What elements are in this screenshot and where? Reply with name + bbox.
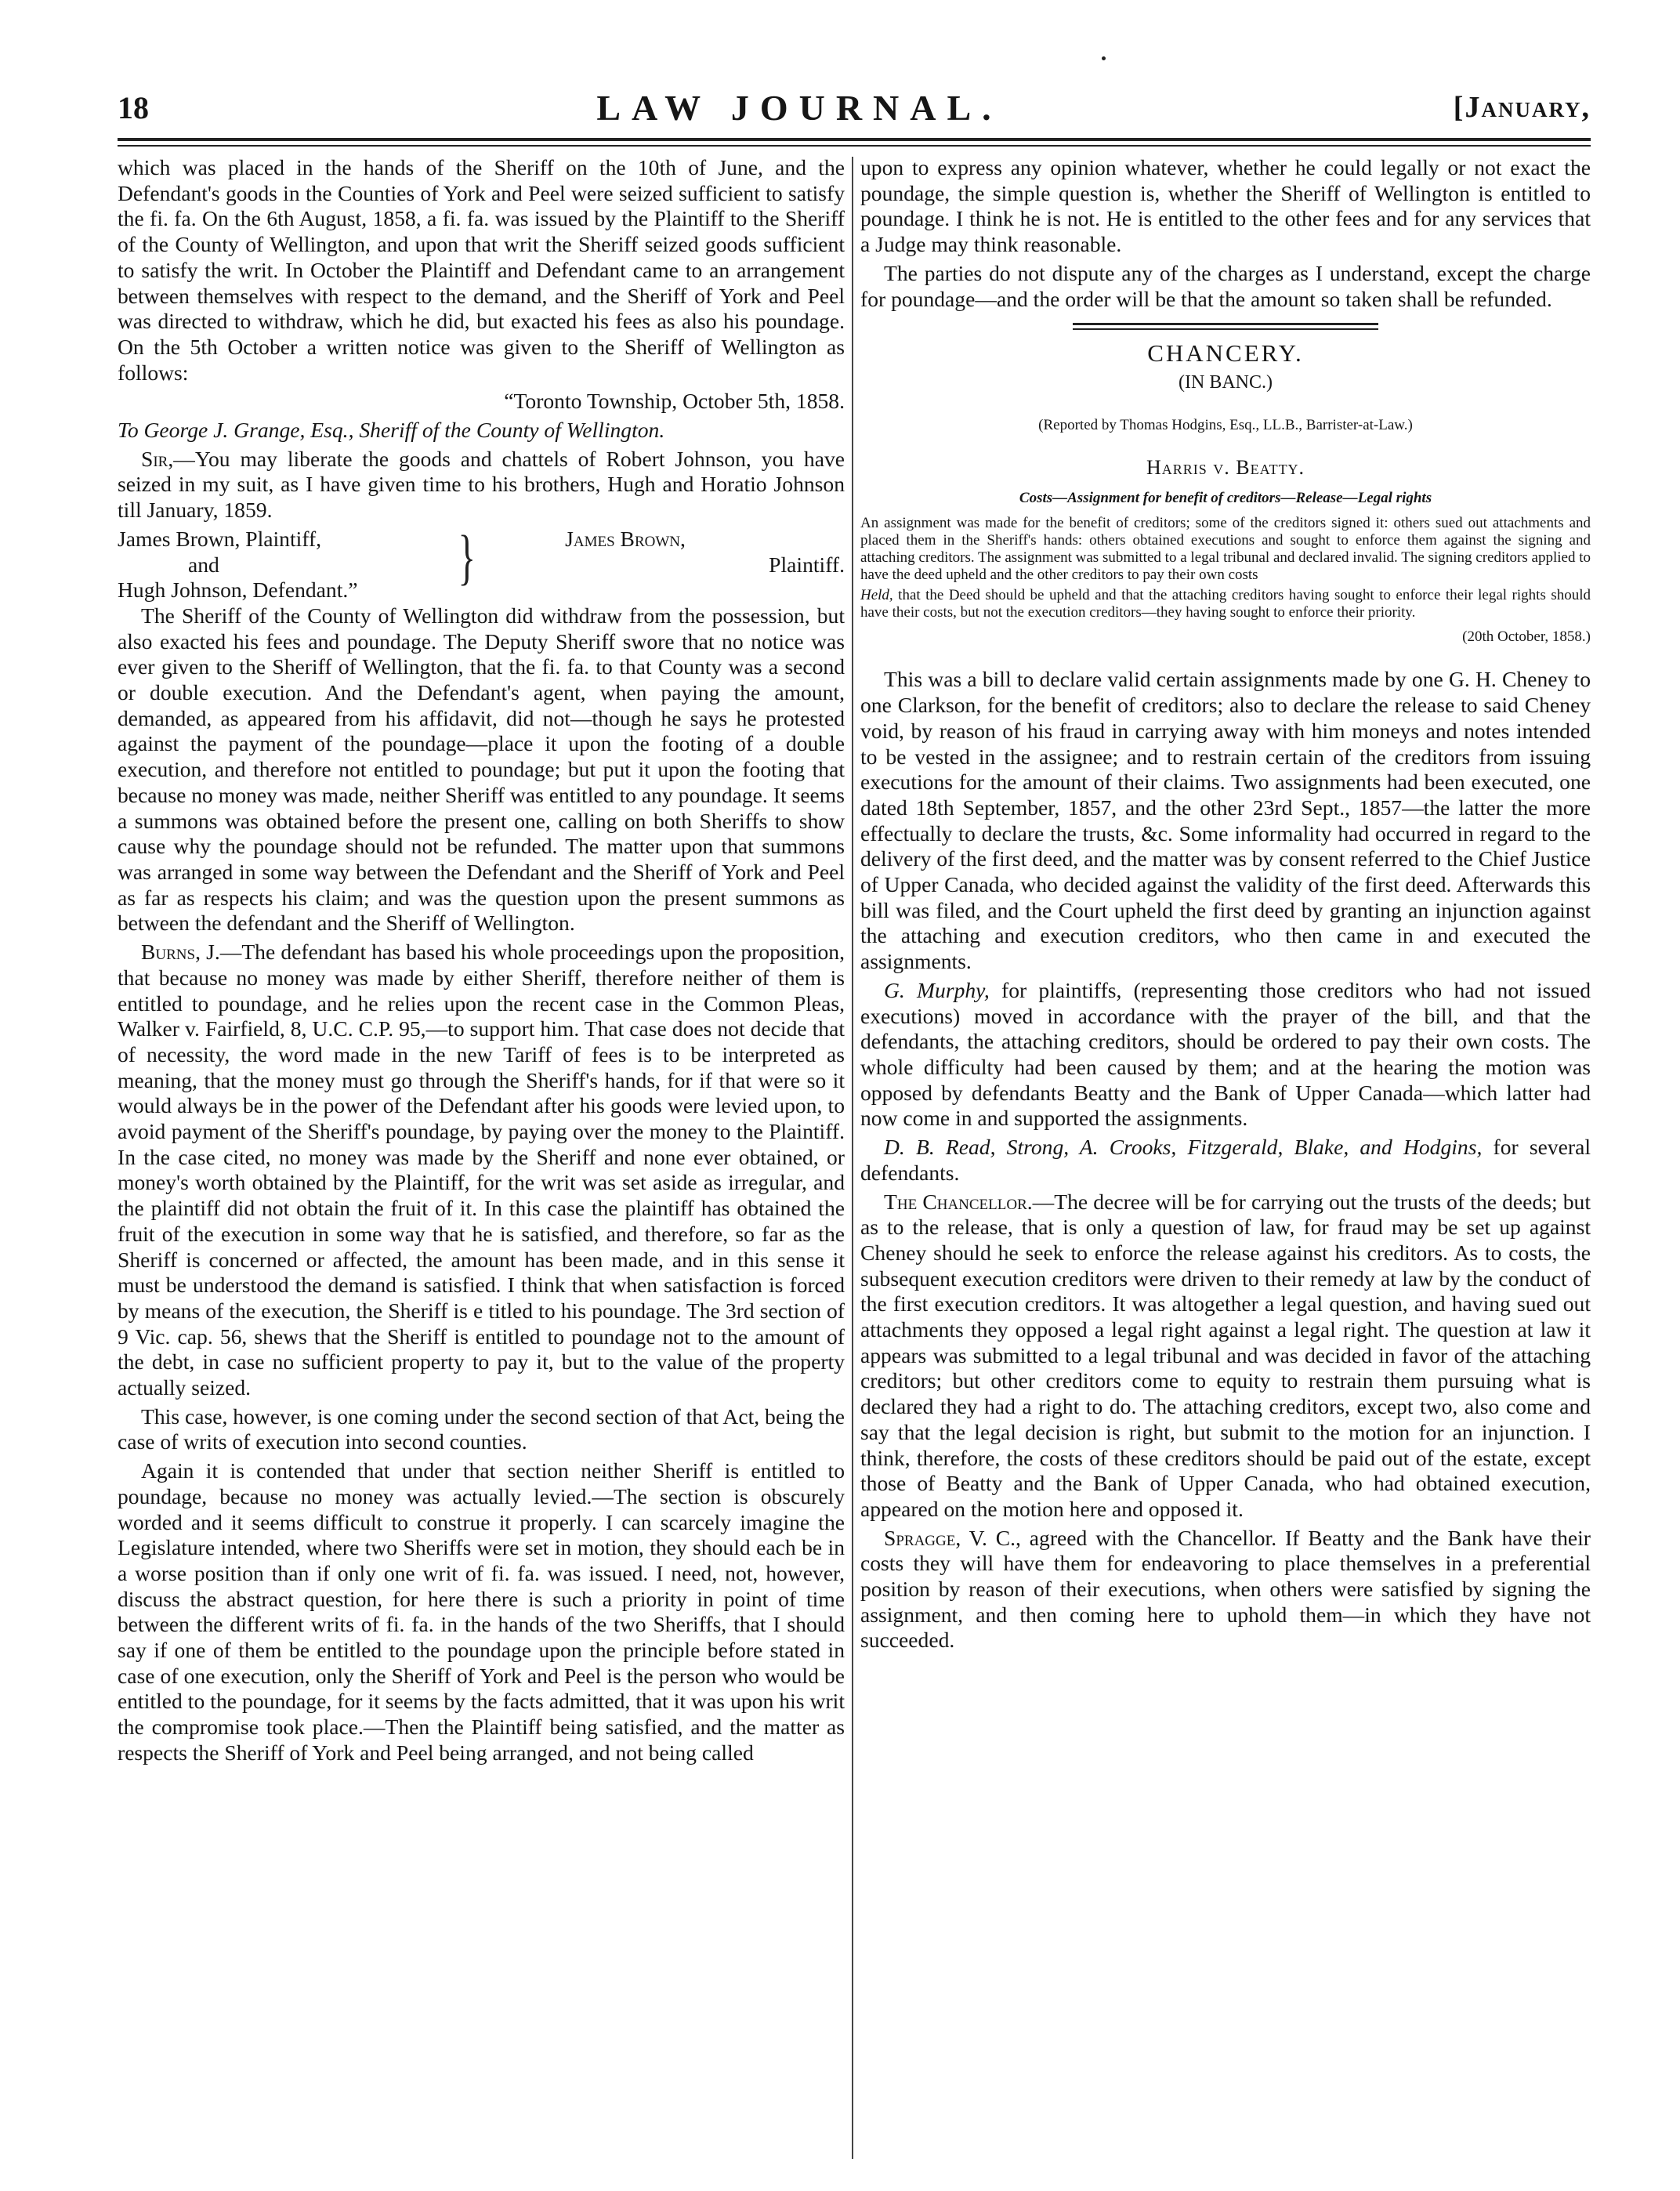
decision-date: (20th October, 1858.) (1462, 628, 1591, 645)
caption-and: and (188, 552, 219, 577)
caption-defendant: Hugh Johnson, Defendant.” (118, 578, 358, 603)
left-paragraph-2: The Sheriff of the County of Wellington did withdraw from the possession, but also exacted his fees and poundage. The Deputy Sheriff swore that no notice was ever given to the Sheriff of Wellington, that the fi. fa. to that County was a second or double execution. And the Defendant's agent, when paying the amount, demanded, as appeared from his affidavit, did not—though he says he protested against the payment of the poundage—place it upon the footing of a double execution, and therefore not entitled to poundage; but put it upon the footing that because no money was made, neither Sheriff was entitled to any poundage. It seems a summons was obtained before the present one, calling on both Sheriffs to show cause why the poundage should not be refunded. The matter upon that summons was arranged in some way between the Defendant and the Sheriff of York and Peel as far as respects his claim; and was the question upon the present summons as between the defendant and the Sheriff of Wellington. (118, 603, 845, 936)
case-caption (118, 522, 845, 603)
letter-body: —You may liberate the goods and chattels of Robert Johnson, you have seized in my suit, as I have given time to his brothers, Hugh and Horatio Johnson till January, 1859. (118, 446, 845, 523)
section-title: CHANCERY. (1147, 339, 1304, 368)
header-rule-thin (118, 145, 1591, 147)
caption-plaintiff: James Brown, Plaintiff, (118, 526, 322, 551)
left-paragraph-4: This case, however, is one coming under the second section of that Act, being the case of writs of execution into second counties. (118, 1403, 845, 1454)
right-paragraph-3: This was a bill to declare valid certain assignments made by one G. H. Cheney to one Clarkson, for the benefit of creditors; also to declare the release to said Cheney void, by reason of his fraud in carrying away with him moneys and notes intended to be vested in the assignee; and to restrain certain of the creditors from issuing executions for the amount of their claims. Two assignments had been executed, one dated 18th September, 1857, and the other 23rd Sept., 1857—the latter the more effectually to declare the trusts, &c. Some informality had occurred in regard to the delivery of the first deed, and the matter was by consent referred to the Chief Justice of Upper Canada, who decided against the validity of the first deed. Afterwards this bill was filed, and the Court upheld the first deed by granting an injunction against the attaching and execution creditors, who then came in and executed the assignments. (860, 667, 1591, 974)
right-paragraph-4-text: for plaintiffs, (representing those creditors who had not issued executions) moved in accordance with the prayer of the bill, and that the defendants, the attaching creditors, should be ordered to pay their own costs. The whole difficulty had been caused by them; and at the hearing the motion was opposed by defendants Beatty and the Bank of Upper Canada—which latter had now come in and supported the assignments. (860, 977, 1591, 1131)
letter-salutation: Sir, (141, 446, 174, 471)
header-rule-thick (118, 138, 1591, 141)
right-column (860, 155, 1591, 2165)
right-paragraph-4 (860, 978, 1591, 1132)
headnote-facts: An assignment was made for the benefit of creditors; some of the creditors signed it: others sued out attachments and placed them in the Sheriff's hands: others obtained executions and sought to enforce them against the signing and attaching creditors. The assignment was submitted to a legal tribunal and declared invalid. The signing creditors applied to have the deed upheld and the other creditors to pay their own costs (860, 514, 1591, 583)
counsel-plaintiffs: G. Murphy, (884, 977, 990, 1002)
right-paragraph-6 (860, 1190, 1591, 1523)
case-name: Harris v. Beatty. (1146, 456, 1305, 480)
letter-body-paragraph (118, 447, 845, 523)
right-paragraph-5-text: for several defendants. (860, 1135, 1591, 1185)
judge-burns: Burns, J. (141, 940, 220, 965)
letter-addressee: To George J. Grange, Esq., Sheriff of the County of Wellington. (118, 418, 665, 443)
caption-brace: } (458, 522, 476, 591)
right-paragraph-5 (860, 1135, 1591, 1186)
headnote-holding (860, 587, 1591, 621)
section-subtitle: (IN BANC.) (1179, 371, 1273, 393)
column-divider (852, 157, 853, 2159)
right-paragraph-6-text: —The decree will be for carrying out the trusts of the deeds; but as to the release, that is only a question of law, for fraud may be set up against Cheney should he seek to enforce the release against his creditors. As to costs, the subsequent execution creditors were driven to their remedy at law by the conduct of the first execution creditors. It was altogether a legal question, and having sued out attachments they opposed a legal right against a legal right. The question at law it appears was submitted to a legal tribunal and was decided in favor of the attaching creditors; but other creditors come to equity to restrain them pursuing what is declared they had a right to do. The attaching creditors, except two, also come and say that the legal decision is right, but submit to the motion for an injunction. I think, therefore, the costs of these creditors should be paid out of the estate, except those of Beatty and the Bank of Upper Canada, who had obtained execution, appeared on the motion here and opposed it. (860, 1189, 1591, 1521)
reporter-line: (Reported by Thomas Hodgins, Esq., LL.B., Barrister-at-Law.) (1038, 416, 1413, 433)
caption-signature: James Brown, (565, 526, 686, 551)
letter-date: “Toronto Township, October 5th, 1858. (504, 389, 845, 414)
left-paragraph-5: Again it is contended that under that section neither Sheriff is entitled to poundage, because no money was actually levied.—The section is obscurely worded and it seems difficult to construe it properly. I can scarcely imagine the Legislature intended, where two Sheriffs were set in motion, they should each be in a worse position than if only one writ of fi. fa. was issued. I need, not, however, discuss the abstract question, for here there is such a priority in point of time between the different writs of fi. fa. in the hands of the two Sheriffs, that I should say if one of them be entitled to the poundage upon the principle before stated in case of one execution, only the Sheriff of York and Peel is the person who would be entitled to the poundage, for it seems by the facts admitted, that it was upon his writ the compromise took place.—Then the Plaintiff being satisfied, and the matter as respects the Sheriff of York and Peel being arranged, and not being called (118, 1458, 845, 1765)
right-paragraph-1: upon to express any opinion whatever, whether he could legally or not exact the poundage, the simple question is, whether the Sheriff of Wellington is entitled to poundage. I think he is not. He is entitled to the other fees and for any services that a Judge may think reasonable. (860, 155, 1591, 257)
left-paragraph-1: which was placed in the hands of the Sheriff on the 10th of June, and the Defendant's goods in the Counties of York and Peel were seized sufficient to satisfy the fi. fa. On the 6th August, 1858, a fi. fa. was issued by the Plaintiff to the Sheriff of the County of Wellington, and upon that writ the Sheriff seized goods sufficient to satisfy the writ. In October the Plaintiff and Defendant came to an arrangement between themselves with respect to the demand, and the Sheriff of York and Peel was directed to withdraw, which he did, but exacted his fees as also his poundage. On the 5th October a written notice was given to the Sheriff of Wellington as follows: (118, 155, 845, 385)
judge-spragge: Spragge, V. C., (884, 1525, 1021, 1550)
section-separator (1073, 323, 1378, 330)
issue-month: [January, (1453, 91, 1591, 124)
held-text: that the Deed should be upheld and that the attaching creditors having sought to enforce their legal rights should have their costs, but not the execution creditors—they having sought to enforce their priority. (860, 586, 1591, 621)
left-column (118, 155, 845, 2165)
left-paragraph-3-text: —The defendant has based his whole proceedings upon the proposition, that because no money was made by either Sheriff, therefore neither of them is entitled to poundage, and he relies upon the recent case in the Common Pleas, Walker v. Fairfield, 8, U.C. C.P. 95,—to support him. That case does not decide that of necessity, the word made in the new Tariff of fees is to be interpreted as meaning, that the money must go through the Sheriff's hands, for if that were so it would always be in the power of the Defendant after his goods were levied upon, to avoid payment of the Sheriff's poundage, by paying over the money to the Plaintiff. In the case cited, no money was made by the Sheriff and none ever obtained, or money's worth obtained by the Plaintiff, for the writ was set aside as irregular, and the plaintiff did not obtain the fruit of it. In this case the plaintiff has obtained the fruit of the execution in some way that he is satisfied, and therefore, so far as the Sheriff is concerned or affected, the amount has been made, and in this sense it must be understood the demand is satisfied. I think that when satisfaction is forced by means of the execution, the Sheriff is e titled to his poundage. The 3rd section of 9 Vic. cap. 56, shews that the Sheriff is entitled to poundage not to the amount of the debt, in case no sufficient property to pay it, but to the value of the property actually seized. (118, 940, 845, 1400)
caption-signature-role: Plaintiff. (769, 552, 845, 577)
held-label: Held, (860, 586, 893, 603)
print-speck (1102, 56, 1106, 60)
right-paragraph-7 (860, 1526, 1591, 1654)
right-paragraph-7-text: agreed with the Chancellor. If Beatty and the Bank have their costs they will have them for endeavoring to place themselves in a preferential position by reason of their executions, when others were satisfied by signing the assignment, and then coming here to uphold them—in which they have not succeeded. (860, 1525, 1591, 1653)
right-paragraph-2: The parties do not dispute any of the charges as I understand, except the charge for poundage—and the order will be that the amount so taken shall be refunded. (860, 260, 1591, 311)
counsel-defendants: D. B. Read, Strong, A. Crooks, Fitzgerald, Blake, and Hodgins, (884, 1135, 1483, 1160)
page-header (118, 82, 1591, 132)
judge-chancellor: The Chancellor. (884, 1189, 1033, 1214)
journal-title: LAW JOURNAL. (596, 87, 1002, 128)
headnote-title: Costs—Assignment for benefit of creditors—Release—Legal rights (1019, 490, 1432, 507)
left-paragraph-3 (118, 940, 845, 1401)
page-number: 18 (118, 89, 149, 125)
